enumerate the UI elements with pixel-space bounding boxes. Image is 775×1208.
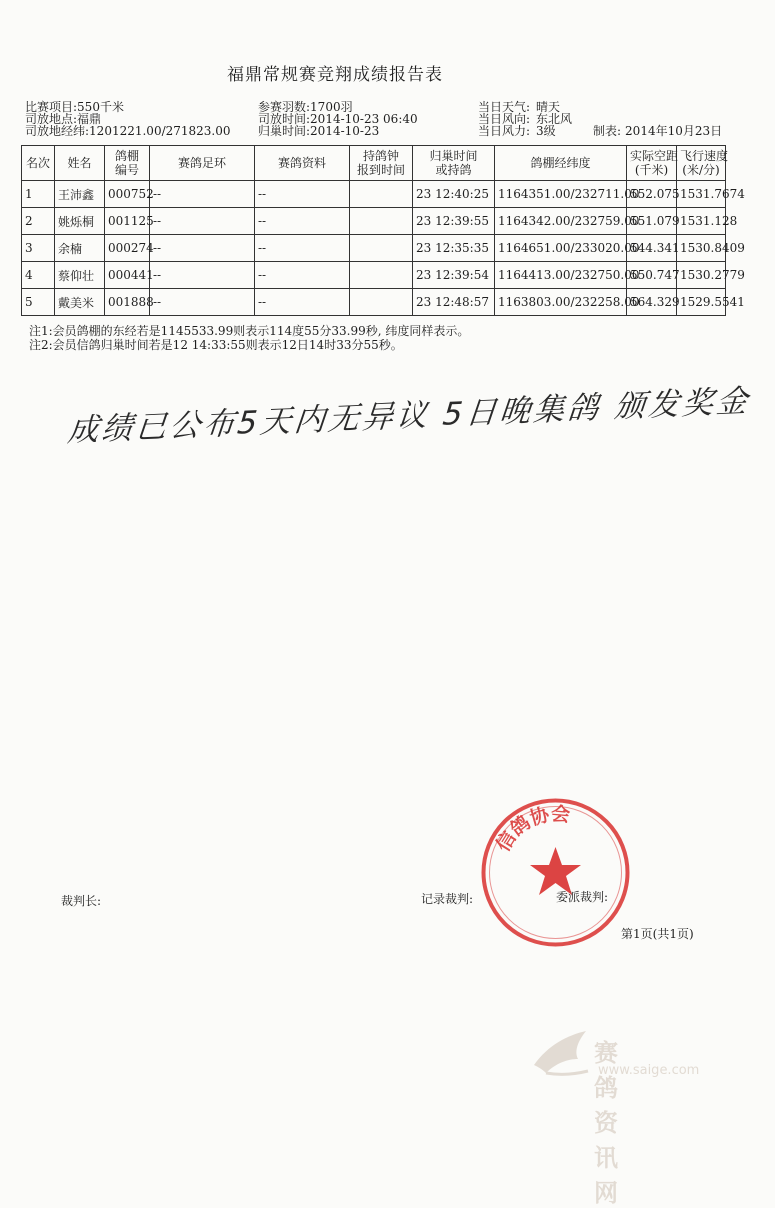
cell-info: -- bbox=[255, 262, 350, 289]
cell-loft: 000752 bbox=[105, 181, 150, 208]
cell-ring: -- bbox=[150, 289, 255, 316]
release-coords-info bbox=[25, 125, 231, 137]
cell-loft: 000274 bbox=[105, 235, 150, 262]
assigned-referee-label: 委派裁判: bbox=[556, 890, 609, 904]
weather-value: 晴天 bbox=[536, 100, 561, 114]
recorder-label: 记录裁判: bbox=[421, 892, 474, 906]
release-place-label: 司放地点: bbox=[25, 112, 78, 126]
cell-speed: 1531.7674 bbox=[677, 181, 726, 208]
return-time-value: 2014-10-23 bbox=[310, 124, 380, 138]
release-coords-value: 1201221.00/271823.00 bbox=[89, 124, 231, 138]
header-bird-info: 赛鸽资料 bbox=[255, 146, 350, 181]
cell-info: -- bbox=[255, 181, 350, 208]
release-place-value: 福鼎 bbox=[77, 112, 102, 126]
made-value: 2014年10月23日 bbox=[625, 124, 723, 138]
cell-name: 余楠 bbox=[55, 235, 105, 262]
wind-dir-label: 当日风向: bbox=[478, 112, 531, 126]
cell-coords: 1164351.00/232711.00 bbox=[495, 181, 627, 208]
header-distance-line1: 实际空距 bbox=[630, 149, 679, 163]
cell-distance: 544.341 bbox=[627, 235, 677, 262]
cell-clock bbox=[350, 181, 413, 208]
cell-name: 姚烁桐 bbox=[55, 208, 105, 235]
cell-name: 蔡仰壮 bbox=[55, 262, 105, 289]
return-time-label: 归巢时间: bbox=[258, 124, 311, 138]
cell-distance: 564.329 bbox=[627, 289, 677, 316]
svg-text:信鸽协会 bbox=[491, 802, 571, 856]
made-info bbox=[593, 125, 722, 137]
cell-name: 王沛鑫 bbox=[55, 181, 105, 208]
cell-speed: 1531.128 bbox=[677, 208, 726, 235]
cell-info: -- bbox=[255, 235, 350, 262]
cell-distance: 551.079 bbox=[627, 208, 677, 235]
page-indicator: 第1页(共1页) bbox=[621, 927, 694, 941]
cell-ring: -- bbox=[150, 181, 255, 208]
cell-distance: 552.075 bbox=[627, 181, 677, 208]
header-distance-line2: (千米) bbox=[634, 163, 669, 177]
table-row bbox=[22, 289, 726, 316]
entries-value: 1700羽 bbox=[310, 100, 353, 114]
made-label: 制表: bbox=[593, 124, 622, 138]
wind-force-info bbox=[478, 125, 556, 137]
header-arrival bbox=[413, 146, 495, 181]
results-table bbox=[21, 145, 745, 316]
header-coords: 鸽棚经纬度 bbox=[495, 146, 627, 181]
note-2: 注2:会员信鸽归巢时间若是12 14:33:55则表示12日14时33分55秒。 bbox=[29, 338, 403, 352]
cell-arrival: 23 12:35:35 bbox=[413, 235, 495, 262]
cell-loft: 001125 bbox=[105, 208, 150, 235]
cell-speed: 1530.2779 bbox=[677, 262, 726, 289]
cell-ring: -- bbox=[150, 208, 255, 235]
seal-graphic bbox=[478, 795, 633, 950]
report-title: 福鼎常规赛竞翔成绩报告表 bbox=[227, 65, 443, 85]
table-row bbox=[22, 181, 726, 208]
wind-force-value: 3级 bbox=[536, 124, 556, 138]
release-time-value: 2014-10-23 06:40 bbox=[310, 112, 418, 126]
handwritten-note: 成绩已公布5天内无异议 5日晚集鸽 颁发奖金 bbox=[65, 383, 752, 450]
header-speed-line1: 飞行速度 bbox=[680, 149, 729, 163]
cell-info: -- bbox=[255, 208, 350, 235]
header-rank: 名次 bbox=[22, 146, 55, 181]
cell-distance: 550.747 bbox=[627, 262, 677, 289]
cell-coords: 1164342.00/232759.00 bbox=[495, 208, 627, 235]
pigeon-logo-icon bbox=[528, 1025, 598, 1085]
cell-coords: 1164413.00/232750.00 bbox=[495, 262, 627, 289]
referee-chief-label: 裁判长: bbox=[61, 894, 102, 908]
cell-arrival: 23 12:48:57 bbox=[413, 289, 495, 316]
header-speed bbox=[677, 146, 729, 181]
event-label: 比赛项目: bbox=[25, 100, 78, 114]
cell-speed: 1529.5541 bbox=[677, 289, 726, 316]
cell-name: 戴美米 bbox=[55, 289, 105, 316]
cell-arrival: 23 12:39:55 bbox=[413, 208, 495, 235]
cell-arrival: 23 12:40:25 bbox=[413, 181, 495, 208]
cell-rank: 1 bbox=[22, 181, 55, 208]
table-row bbox=[22, 262, 726, 289]
release-coords-label: 司放地经纬: bbox=[25, 124, 90, 138]
header-clock bbox=[350, 146, 413, 181]
event-value: 550千米 bbox=[77, 100, 124, 114]
watermark-brand: 赛鸽资讯网 bbox=[594, 1039, 619, 1207]
cell-clock bbox=[350, 289, 413, 316]
cell-rank: 2 bbox=[22, 208, 55, 235]
cell-coords: 1163803.00/232258.00 bbox=[495, 289, 627, 316]
header-arrival-line1: 归巢时间 bbox=[429, 149, 478, 163]
header-name: 姓名 bbox=[55, 146, 105, 181]
header-clock-line2: 报到时间 bbox=[356, 163, 405, 177]
cell-rank: 3 bbox=[22, 235, 55, 262]
release-time-label: 司放时间: bbox=[258, 112, 311, 126]
wind-dir-value: 东北风 bbox=[536, 112, 573, 126]
cell-clock bbox=[350, 262, 413, 289]
cell-rank: 4 bbox=[22, 262, 55, 289]
wind-force-label: 当日风力: bbox=[478, 124, 531, 138]
table-row bbox=[22, 235, 726, 262]
header-clock-line1: 持鸽钟 bbox=[362, 149, 399, 163]
header-ring: 赛鸽足环 bbox=[150, 146, 255, 181]
weather-label: 当日天气: bbox=[478, 100, 531, 114]
cell-arrival: 23 12:39:54 bbox=[413, 262, 495, 289]
header-speed-line2: (米/分) bbox=[682, 163, 720, 177]
table-header-row bbox=[22, 146, 726, 181]
header-distance bbox=[627, 146, 677, 181]
cell-speed: 1530.8409 bbox=[677, 235, 726, 262]
cell-loft: 000441 bbox=[105, 262, 150, 289]
note-1: 注1:会员鸽棚的东经若是1145533.99则表示114度55分33.99秒, 纬度同样表示。 bbox=[29, 324, 470, 338]
entries-label: 参赛羽数: bbox=[258, 100, 311, 114]
association-seal bbox=[478, 795, 633, 954]
star-icon bbox=[530, 847, 581, 895]
cell-clock bbox=[350, 235, 413, 262]
cell-loft: 001888 bbox=[105, 289, 150, 316]
watermark-url: www.saige.com bbox=[598, 1063, 700, 1078]
table-row bbox=[22, 208, 726, 235]
header-arrival-line2: 或持鸽 bbox=[435, 163, 472, 177]
seal-text: 信鸽协会 bbox=[491, 802, 571, 856]
header-loft-no bbox=[105, 146, 150, 181]
cell-ring: -- bbox=[150, 235, 255, 262]
cell-clock bbox=[350, 208, 413, 235]
cell-info: -- bbox=[255, 289, 350, 316]
cell-ring: -- bbox=[150, 262, 255, 289]
return-time-info bbox=[258, 125, 379, 137]
header-loft-no-line1: 鸽棚 bbox=[114, 149, 139, 163]
cell-coords: 1164651.00/233020.00 bbox=[495, 235, 627, 262]
cell-rank: 5 bbox=[22, 289, 55, 316]
header-loft-no-line2: 编号 bbox=[114, 163, 139, 177]
